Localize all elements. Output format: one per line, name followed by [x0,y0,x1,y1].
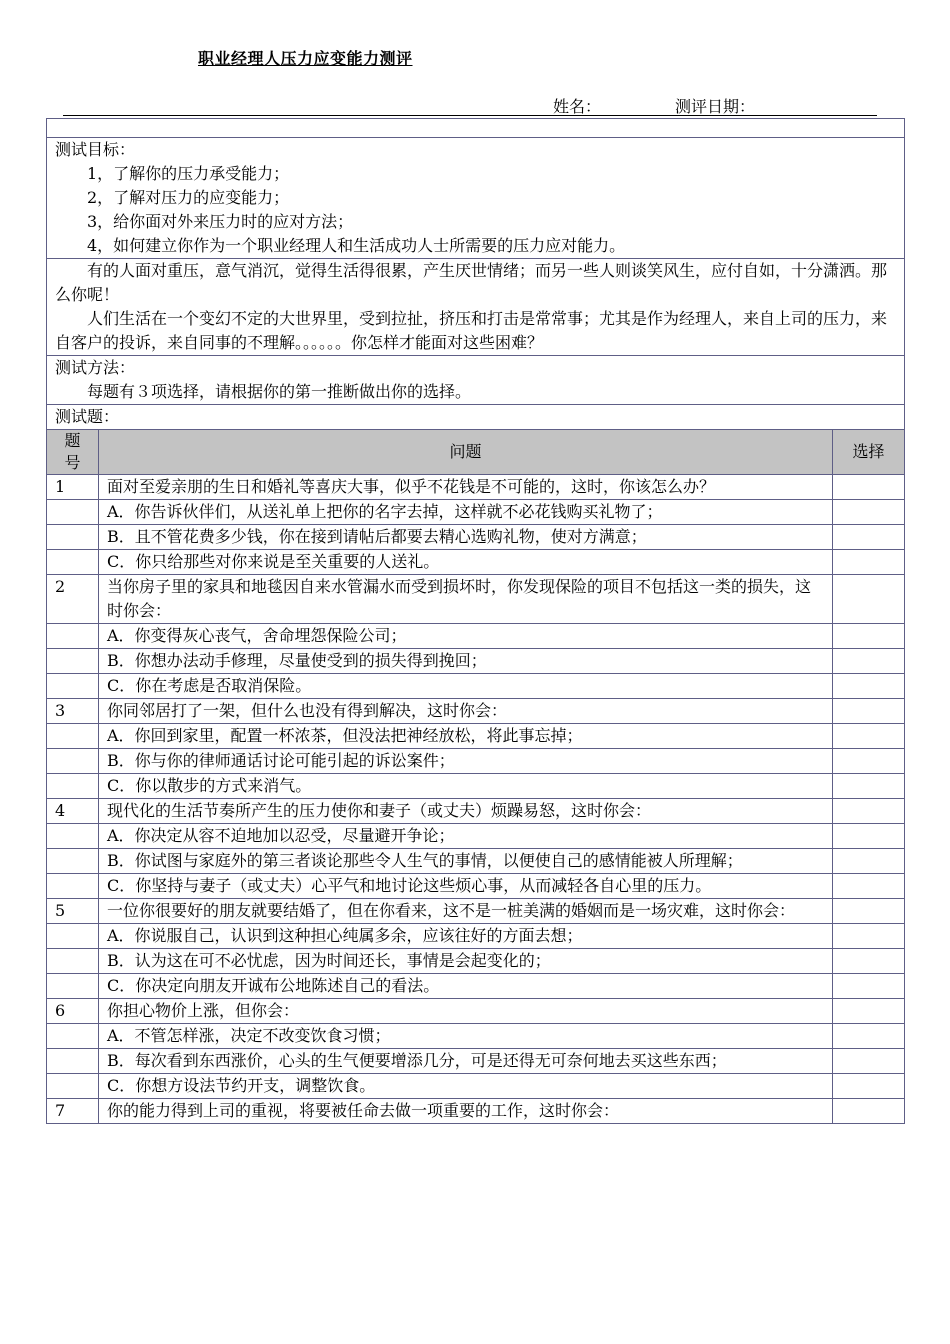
option-num-cell [47,674,99,699]
question-text: 你同邻居打了一架，但什么也没有得到解决，这时你会： [99,699,833,724]
choice-cell[interactable] [833,824,905,849]
header-num: 题号 [47,430,99,475]
option-num-cell [47,724,99,749]
option-text[interactable]: C．你以散步的方式来消气。 [99,774,833,799]
table-header-row [47,430,905,475]
choice-cell[interactable] [833,949,905,974]
option-num-cell [47,1074,99,1099]
choice-cell[interactable] [833,1074,905,1099]
option-row [47,874,905,899]
choice-cell[interactable] [833,624,905,649]
question-number: 5 [47,899,99,924]
question-number: 3 [47,699,99,724]
option-row [47,1024,905,1049]
option-row [47,1074,905,1099]
question-number: 7 [47,1099,99,1124]
option-num-cell [47,500,99,525]
choice-cell[interactable] [833,974,905,999]
option-text[interactable]: B．且不管花费多少钱，你在接到请帖后都要去精心选购礼物，使对方满意； [99,525,833,550]
question-row [47,799,905,824]
option-num-cell [47,924,99,949]
option-text[interactable]: B．你试图与家庭外的第三者谈论那些令人生气的事情，以便使自己的感情能被人所理解； [99,849,833,874]
option-num-cell [47,974,99,999]
date-label: 测评日期： [675,97,756,116]
choice-cell[interactable] [833,999,905,1024]
option-num-cell [47,624,99,649]
choice-cell[interactable] [833,649,905,674]
option-row [47,924,905,949]
option-num-cell [47,1049,99,1074]
document-title: 职业经理人压力应变能力测评 [198,49,413,68]
option-num-cell [47,525,99,550]
option-num-cell [47,949,99,974]
option-text[interactable]: A．你说服自己，认识到这种担心纯属多余，应该往好的方面去想； [99,924,833,949]
option-num-cell [47,550,99,575]
method-section [47,356,905,405]
choice-cell[interactable] [833,575,905,624]
option-row [47,824,905,849]
goals-section [47,138,905,259]
option-num-cell [47,774,99,799]
option-text[interactable]: C．你想方设法节约开支，调整饮食。 [99,1074,833,1099]
question-row [47,1099,905,1124]
goal-item: 3，给你面对外来压力时的应对方法； [87,212,354,231]
option-text[interactable]: C．你在考虑是否取消保险。 [99,674,833,699]
option-num-cell [47,749,99,774]
option-text[interactable]: A．不管怎样涨，决定不改变饮食习惯； [99,1024,833,1049]
choice-cell[interactable] [833,1024,905,1049]
option-text[interactable]: B．认为这在可不必忧虑，因为时间还长，事情是会起变化的； [99,949,833,974]
option-text[interactable]: C．你只给那些对你来说是至关重要的人送礼。 [99,550,833,575]
choice-cell[interactable] [833,874,905,899]
option-text[interactable]: C．你坚持与妻子（或丈夫）心平气和地讨论这些烦心事，从而减轻各自心里的压力。 [99,874,833,899]
choice-cell[interactable] [833,724,905,749]
option-text[interactable]: A．你变得灰心丧气，舍命埋怨保险公司； [99,624,833,649]
choice-cell[interactable] [833,899,905,924]
choice-cell[interactable] [833,924,905,949]
option-text[interactable]: A．你回到家里，配置一杯浓茶，但没法把神经放松，将此事忘掉； [99,724,833,749]
question-number: 6 [47,999,99,1024]
goal-item: 2，了解对压力的应变能力； [87,188,290,207]
question-number: 4 [47,799,99,824]
method-label: 测试方法： [55,358,136,377]
choice-cell[interactable] [833,849,905,874]
option-row [47,525,905,550]
name-label: 姓名： [553,97,602,116]
question-row [47,475,905,500]
option-row [47,649,905,674]
choice-cell[interactable] [833,1099,905,1124]
choice-cell[interactable] [833,799,905,824]
question-text: 你的能力得到上司的重视，将要被任命去做一项重要的工作，这时你会： [99,1099,833,1124]
choice-cell[interactable] [833,550,905,575]
option-row [47,1049,905,1074]
intro-paragraph: 有的人面对重压，意气消沉，觉得生活得很累，产生厌世情绪；而另一些人则谈笑风生，应付自如，十分潇洒。那么你呢！ [55,261,888,304]
assessment-table [46,118,905,1124]
option-text[interactable]: B．每次看到东西涨价，心头的生气便要增添几分，可是还得无可奈何地去买这些东西； [99,1049,833,1074]
option-row [47,774,905,799]
question-text: 当你房子里的家具和地毯因自来水管漏水而受到损坏时，你发现保险的项目不包括这一类的损失，这时你会： [99,575,833,624]
choice-cell[interactable] [833,1049,905,1074]
header-question: 问题 [99,430,833,475]
option-row [47,674,905,699]
option-row [47,550,905,575]
option-num-cell [47,649,99,674]
option-text[interactable]: C．你决定向朋友开诚布公地陈述自己的看法。 [99,974,833,999]
goal-item: 4，如何建立你作为一个职业经理人和生活成功人士所需要的压力应对能力。 [87,236,626,255]
question-text: 现代化的生活节奏所产生的压力使你和妻子（或丈夫）烦躁易怒，这时你会： [99,799,833,824]
option-text[interactable]: B．你想办法动手修理，尽量使受到的损失得到挽回； [99,649,833,674]
goal-item: 1，了解你的压力承受能力； [87,164,290,183]
question-number: 2 [47,575,99,624]
intro-section [47,259,905,356]
method-text: 每题有３项选择，请根据你的第一推断做出你的选择。 [87,382,472,401]
question-text: 一位你很要好的朋友就要结婚了，但在你看来，这不是一桩美满的婚姻而是一场灾难，这时你会： [99,899,833,924]
option-row [47,974,905,999]
choice-cell[interactable] [833,475,905,500]
option-num-cell [47,874,99,899]
option-num-cell [47,849,99,874]
header-choice: 选择 [833,430,905,475]
choice-cell[interactable] [833,525,905,550]
question-row [47,899,905,924]
question-text: 面对至爱亲朋的生日和婚礼等喜庆大事，似乎不花钱是不可能的，这时，你该怎么办？ [99,475,833,500]
option-text[interactable]: B．你与你的律师通话讨论可能引起的诉讼案件； [99,749,833,774]
choice-cell[interactable] [833,774,905,799]
question-row [47,699,905,724]
blank-row [47,119,905,138]
questions-label-row [47,405,905,430]
choice-cell[interactable] [833,674,905,699]
option-row [47,949,905,974]
option-num-cell [47,824,99,849]
option-row [47,749,905,774]
questions-label: 测试题： [47,405,905,430]
question-text: 你担心物价上涨，但你会： [99,999,833,1024]
choice-cell[interactable] [833,749,905,774]
option-text[interactable]: A．你告诉伙伴们，从送礼单上把你的名字去掉，这样就不必花钱购买礼物了； [99,500,833,525]
choice-cell[interactable] [833,500,905,525]
question-row [47,999,905,1024]
choice-cell[interactable] [833,699,905,724]
option-row [47,849,905,874]
option-text[interactable]: A．你决定从容不迫地加以忍受，尽量避开争论； [99,824,833,849]
option-num-cell [47,1024,99,1049]
question-number: 1 [47,475,99,500]
option-row [47,624,905,649]
option-row [47,500,905,525]
question-row [47,575,905,624]
intro-paragraph: 人们生活在一个变幻不定的大世界里，受到拉扯，挤压和打击是常常事；尤其是作为经理人，来自上司的压力，来自客户的投诉，来自同事的不理解。。。。。。你怎样才能面对这些困难？ [55,309,888,352]
option-row [47,724,905,749]
goals-label: 测试目标： [55,140,136,159]
header-line [63,94,877,116]
